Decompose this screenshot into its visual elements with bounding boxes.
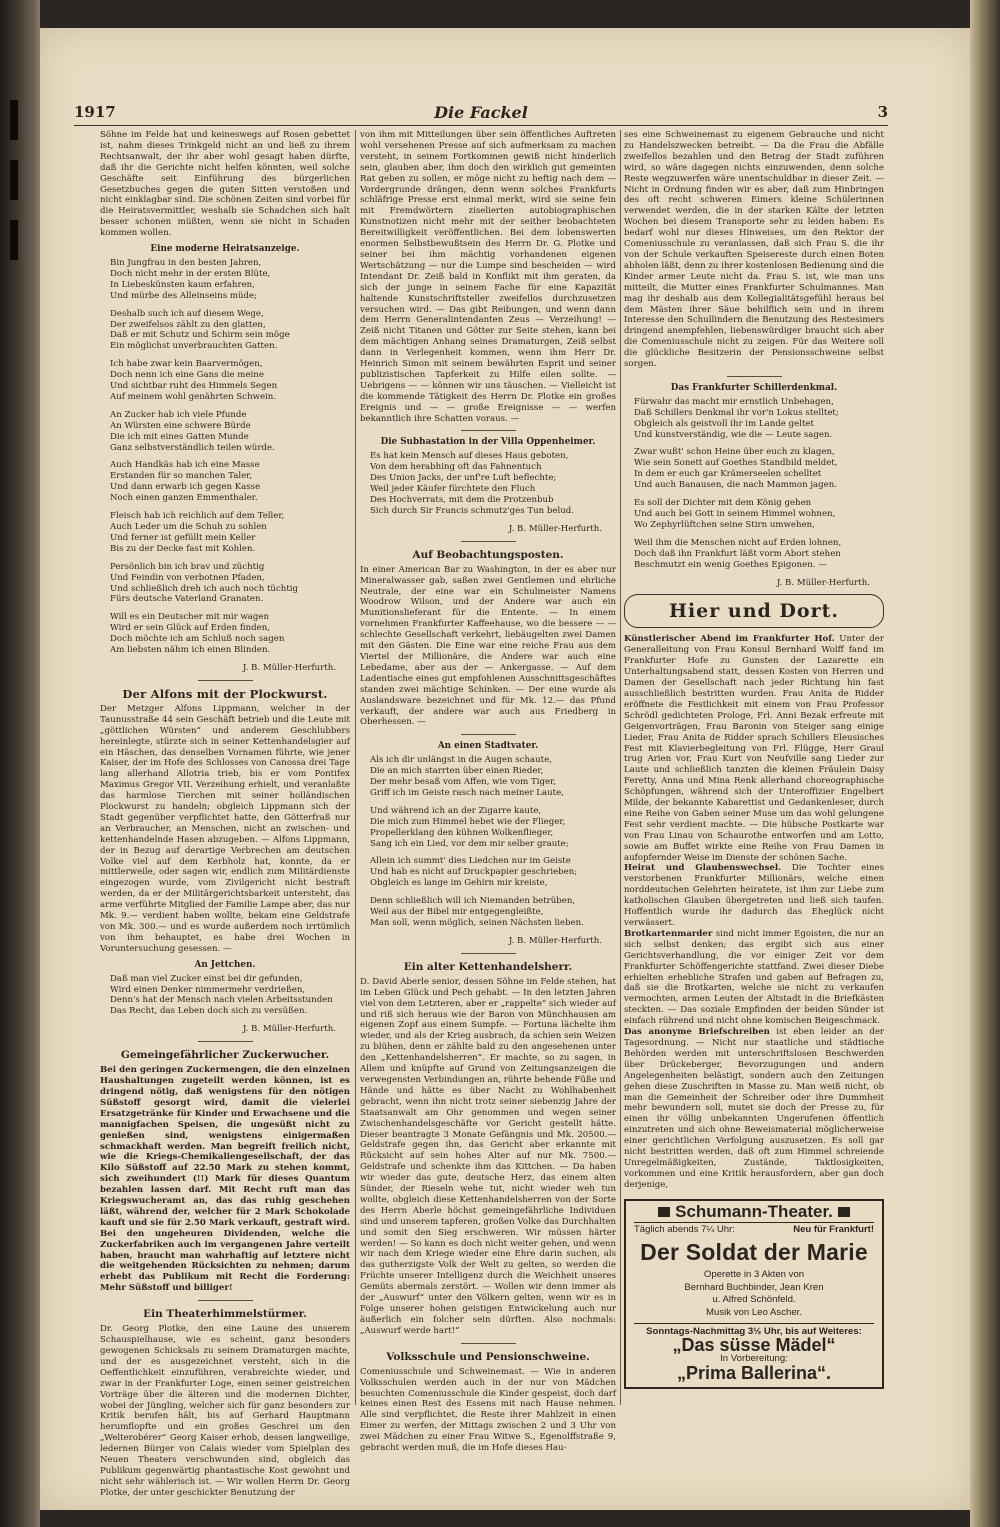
verse-line: Deshalb such ich auf diesem Wege, xyxy=(110,308,264,319)
verse-line: Obgleich als geistvoll ihr im Lande geltet xyxy=(634,418,814,429)
verse-line: Daß man viel Zucker einst bei dir gefunden, xyxy=(110,973,303,984)
verse-line: Des Hochverrats, mit dem die Protzenbub xyxy=(370,495,554,505)
stanza xyxy=(370,806,616,850)
theater-advertisement xyxy=(624,1199,884,1389)
verse-line: Und hab es nicht auf Druckpapier geschrieben; xyxy=(370,867,578,878)
poem xyxy=(100,974,350,1018)
poem-title: An Jettchen. xyxy=(194,959,256,970)
verse-line: Bin Jungfrau in den besten Jahren, xyxy=(110,257,262,268)
verse-line: Ich habe zwar kein Baarvermögen, xyxy=(110,359,263,370)
stanza xyxy=(110,460,350,504)
verse-line: Doch möchte ich am Schluß noch sagen xyxy=(110,634,285,645)
column-1 xyxy=(100,130,350,1498)
section-rule xyxy=(727,376,782,377)
verse-line: Denn schließlich will ich Niemanden betrüben, xyxy=(370,896,576,907)
section-rule xyxy=(461,541,516,542)
ad-credit: Bernhard Buchbinder, Jean Kren xyxy=(684,1281,824,1293)
verse-line: Sich durch Sir Francis schmutz'ges Tun belud. xyxy=(370,505,574,516)
article-text: D. David Aberle senior, dessen Söhne im Felde stehen, hat im Leben Glück und Pech gehabt. — In den letzten Jahren viel von dem Letzteren, aber er „rappelte“ sich wieder auf und riß sich heraus wie der Baron von Münchhausen am eigenen Zopf aus einem Sumpfe. — Fortuna lächelte ihm wieder, und als der Krieg ausbrach, da schien sein Weizen zu blühen, denn er zählte bald zu den angesehenen unter den „Kettenhandelsherren“. Er machte, so zu sagen, in Allem und knüpfte auf Grund von Zeitungsanzeigen die verwegensten Verbindungen an, rührte behende Füße und Hände und hätte es über Nacht zu Wohlhabenheit gebracht, wenn ihn nicht trotz seiner siebenzig Jahre der Staatsanwalt am Ohr genommen und wegen seiner Zwischenhandelsgeschäfte vor Gericht gestellt hätte. Dieser beantragte 3 Monate Gefängnis und Mk. 20500.— Geldstrafe gegen ihn, das Gericht aber erkannte mit Rücksicht auf sein hohes Alter auf nur Mk. 7500.— Geldstrafe und schenkte ihm das Kittchen. — Da haben wir wieder das gute, deutsche Herz, das einem alten Sünder, der Rieseln wehe tut, nicht wieder weh tun wollte, obgleich diese Kettenhandelsherren von der Sorte des Herrn Aberle höchst gemeingefährliche Individuen sind und unserem tapferen, großen Volke das Durchhalten und somit den Sieg erschweren. Wir müssen härter werden! — So kann es doch nicht weiter gehen, und wenn wir nach dem Kriege wieder eine Ehre darin suchen, als das gutherzigste Volk der Welt zu gelten, so werden die Früchte unserer Intelligenz durch die Weichheit unseres Gemüts abermals zerstört. — Wollen wir denn immer als der „Auswurf“ unter den Völkern gelten, wenn wir es in Folge unserer hohen geistigen Entwickelung auch nur äußerlich ein folcher sein dürften. Also nochmals: „Auswurf werde hart!“ xyxy=(360,976,617,1336)
verse-line: Doch nenn ich eine Gans die meine xyxy=(110,370,264,381)
page-number: 3 xyxy=(877,103,888,121)
article-text: Bei den geringen Zuckermengen, die den einzelnen Haushaltungen zugeteilt werden können, ist es dringend nötig, daß wenigstens für den nötigen Süßstoff gesorgt wird, damit die vielerlei Ersatzgetränke für Kinder und Erwachsene und die mannigfachen Speisen, die ungesüßt nicht zu genießen sind, wenigstens einigermaßen schmackhaft werden. Man begreift freilich nicht, wie die Kriegs-Chemikaliengesellschaft, der das Kilo Süßstoff auf 22.50 Mark zu stehen kommt, sich zweihundert (!!) Mark für dieses Quantum bezahlen lassen darf. Mit Recht ruft man das Kriegswucheramt an, das das ruhig geschehen läßt, während der, welcher für 2 Mark Schokolade kauft und sie für 2.50 Mark verkauft, gestraft wird. Bei den ungeheuren Dividenden, welche die Zuckerfabriken auch im vergangenen Jahre verteilt haben, braucht man wahrhaftig auf letztere nicht die weitgehenden Rücksichten zu nehmen; darum erhebt das Publikum mit Recht die Forderung: Mehr Süßstoff und billiger! xyxy=(100,1065,350,1294)
ad-play-title: Der Soldat der Marie xyxy=(640,1239,868,1266)
stanza xyxy=(370,896,616,929)
verse-line: Die an mich starrten über einen Rieder, xyxy=(370,766,544,777)
verse-line: Und auch Banausen, die nach Mammon jagen. xyxy=(634,480,837,491)
column-2 xyxy=(360,130,617,1454)
verse-line: In Liebeskünsten kaum erfahren, xyxy=(110,279,255,290)
stanza xyxy=(634,538,884,571)
article-text: Comeniusschule und Schweinemast. — Wie in anderen Volksschulen werden auch in der nur von Mädchen besuchten Comeniusschule die Kinder gespeist, doch darf keines einen Rest des Essens mit nach Hause nehmen. Alle sind verpflichtet, die Reste ihrer Mahlzeit in einen Eimer zu werfen, der Mittags zwischen 2 und 3 Uhr von zwei Mädchen zu einer Frau Witwe S., Egenolffstraße 9, gebracht werden muß, die im Hofe dieses Hau- xyxy=(360,1366,616,1454)
verse-line: Und dann erwarb ich gegen Kasse xyxy=(110,482,261,493)
news-item-lead: Künstlerischer Abend im Frankfurter Hof. xyxy=(624,634,835,645)
verse-line: Doch nicht mehr in der ersten Blüte, xyxy=(110,268,271,279)
book-binding xyxy=(0,0,40,1527)
verse-line: Zwar wußt' schon Heine über euch zu klagen, xyxy=(634,447,835,458)
verse-line: Fürwahr das macht mir ernstlich Unbehagen, xyxy=(634,396,834,407)
verse-line: Sang ich ein Lied, vor dem mir selber graute; xyxy=(370,838,569,849)
news-item xyxy=(624,1027,884,1191)
news-item-lead: Heirat und Glaubenswechsel. xyxy=(624,863,782,874)
ad-credit: Operette in 3 Akten von xyxy=(703,1269,805,1281)
verse-line: Und auch bei Gott in seinem Himmel wohnen, xyxy=(634,509,836,519)
author-signature: J. B. Müller-Herfurth. xyxy=(776,577,870,588)
ad-next: „Prima Ballerina“. xyxy=(676,1362,832,1383)
stanza xyxy=(634,498,884,531)
poem xyxy=(624,397,884,571)
column-divider xyxy=(620,130,621,1405)
ad-daily: Täglich abends 7¼ Uhr: xyxy=(634,1223,735,1235)
verse-line: An Zucker hab ich viele Pfunde xyxy=(110,409,247,420)
verse-line: Wird einen Denker nimmermehr verdrießen, xyxy=(110,984,306,995)
verse-line: Wie sein Sonett auf Goethes Standbild meldet, xyxy=(634,458,838,469)
verse-line: Propellerklang den kühnen Wolkenflieger, xyxy=(370,827,554,838)
verse-line: Erstanden für so manchen Taler, xyxy=(110,471,253,482)
verse-line: Noch einen ganzen Emmenthaler. xyxy=(110,493,258,504)
verse-line: Von dem herabhing oft das Fahnentuch xyxy=(370,462,542,473)
verse-line: Man soll, wenn möglich, seinen Nächsten lieben. xyxy=(370,918,584,928)
verse-line: Fleisch hab ich reichlich auf dem Teller, xyxy=(110,511,285,522)
verse-line: Und sichtbar ruht des Himmels Segen xyxy=(110,381,278,392)
verse-line: Denn's hat der Mensch nach vielen Arbeitsstunden xyxy=(110,995,333,1006)
stanza xyxy=(370,755,616,799)
stanza xyxy=(110,612,350,656)
binding-notch xyxy=(10,220,18,260)
section-rule xyxy=(198,1041,253,1042)
stanza xyxy=(110,309,350,353)
verse-line: Daß er mit Schutz und Schirm sein möge xyxy=(110,330,290,341)
article-heading: Ein Theaterhimmelstürmer. xyxy=(143,1308,307,1321)
article-heading: Volksschule und Pensionschweine. xyxy=(386,1350,590,1363)
verse-line: Der zweifelsos zählt zu den glatten, xyxy=(110,319,266,330)
ad-prep: In Vorbereitung: xyxy=(720,1353,788,1365)
verse-line: Wird er sein Glück auf Erden finden, xyxy=(110,623,271,634)
author-signature: J. B. Müller-Herfurth. xyxy=(508,523,602,534)
article-text: ses eine Schweinemast zu eigenem Gebrauche und nicht zu Handelszwecken betreibt. — Da die Frau die Abfälle zweifellos bezahlen und den Betrag der Stadt zuführen wird, so wäre dagegen nichts einzuwenden, denn solche Reste wegzuwerfen wäre unentschuldbar in dieser Zeit. — Nicht in Ordnung finden wir es aber, daß zum Hinbringen des oft recht schweren Eimers kleine Schülerinnen verwendet werden, die in der starken Kälte der letzten Wochen bei diesem Transporte sehr zu leiden haben: Es bedarf wohl nur dieses Hinweises, um den Rektor der Comeniusschule zu veranlassen, daß sich Frau S. die ihr von der Schule verkauften Speisereste durch einen Boten abholen läßt, denn zu ihrer kostenlosen Bedienung sind die Kinder armer Leute nicht da. Frau S. ist, wie man uns mitteilt, die Mutter eines Frankfurter Schulmannes. Man mag ihr deshalb aus dem Kollegialitätsgefühl heraus bei dem Mästen ihrer Säue behilflich sein und in ihrem Interesse den Schullindern die Benutzung des Restesimers dringend anempfehlen, liebenswürdiger braucht sich aber die Comeniusschule nicht zu zeigen. Für das Weitere soll die glückliche Besitzerin der Pensionsschweine selbst sorgen. xyxy=(624,130,884,370)
ad-sunday: Sonntags-Nachmittag 3½ Uhr, bis auf Weiteres: xyxy=(634,1323,874,1338)
article-heading: Ein alter Kettenhandelsherr. xyxy=(403,960,573,973)
news-item-text: ist eben leider an der Tagesordnung. — Nicht nur staatliche und städtische Behörden werden mit unterschriftslosen Beschwerden über Drückeberger, Bevorzugungen und andern Angelegenheiten belästigt, sondern auch den Zeitungen gehen diese Zuschriften in Masse zu. Man weiß nicht, ob man die Gemeinheit der Schreiber oder ihre Dummheit mehr bewundern soll, mutet sie doch der Presse zu, für einen ihr völlig unbekannten Ungerufenen öffentlich einzutreten und sich ohne Beweismaterial möglicherweise einer gerichtlichen Verfolgung auszusetzen. Es soll gar nicht bestritten werden, daß oft zum Himmel schreiende Unregelmäßigkeiten, Zustände, Taktlosigkeiten, vorkommen und eine Kritik herausfordern, aber gan doch derjenige, xyxy=(624,1027,885,1190)
ad-new: Neu für Frankfurt! xyxy=(793,1223,874,1235)
article-heading: Auf Beobachtungsposten. xyxy=(412,548,564,561)
verse-line: Griff ich im Geiste rasch nach meiner Laute, xyxy=(370,787,564,798)
ad-matinee: „Das süsse Mädel“ xyxy=(672,1335,836,1356)
poem xyxy=(100,258,350,656)
verse-line: Die mich zum Himmel hebet wie der Flieger, xyxy=(370,816,566,827)
verse-line: Und Feindin von verbotnen Pfaden, xyxy=(110,572,265,583)
verse-line: An Würsten eine schwere Bürde xyxy=(110,420,251,431)
theater-name: Schumann-Theater. xyxy=(675,1201,833,1221)
poem xyxy=(360,451,616,516)
verse-line: Weil aus der Bibel mir entgegengleißte, xyxy=(370,907,544,918)
binding-notch xyxy=(10,100,18,140)
stanza xyxy=(370,856,616,889)
stanza xyxy=(110,562,350,606)
ad-credit: Musik von Leo Ascher. xyxy=(706,1306,802,1318)
stanza xyxy=(110,511,350,555)
verse-line: Obgleich es lange im Gehirn mir kreiste, xyxy=(370,878,548,889)
author-signature: J. B. Müller-Herfurth. xyxy=(508,935,602,946)
section-rule xyxy=(461,953,516,954)
section-rule xyxy=(198,1300,253,1301)
column-divider xyxy=(355,130,356,1405)
page-edge xyxy=(970,0,1000,1527)
author-signature: J. B. Müller-Herfurth. xyxy=(242,662,336,673)
verse-line: Und schließlich dreh ich auch noch tüchtig xyxy=(110,583,299,594)
verse-line: Fürs deutsche Vaterland Granaten. xyxy=(110,594,264,605)
news-item-lead: Das anonyme Briefschreiben xyxy=(624,1027,770,1038)
verse-line: Der mehr besaß vom Affen, wie vom Tiger, xyxy=(370,777,556,788)
stanza xyxy=(634,397,884,441)
verse-line: Am liebsten nähm ich einen Blinden. xyxy=(110,645,271,656)
verse-line: Des Union Jacks, der unf're Luft beflechte; xyxy=(370,473,557,484)
section-rule xyxy=(461,734,516,735)
ad-schedule-row xyxy=(634,1222,874,1236)
column-3 xyxy=(624,130,884,1405)
news-item-text: Die Tochter eines verstorbenen Frankfurter Millionärs, welche einen norddeutschen Gelehrten heiratete, ist ihm zur Liebe zum katholischen Glauben übergetreten und ließ sich taufen. Hoffentlich wurde ihr dadurch das Eheglück nicht verwässert. xyxy=(624,863,884,928)
news-item-text: Unter der Generalleitung von Frau Konsul Bernhard Wolff fand im Frankfurter Hofe zu Gunsten der Lazarette ein Unterhaltungsabend statt, dessen Kosten von Herren und Damen der Gesellschaft nach jeder Richtung hin fast ausschließlich bestritten wurden. Frau Anita de Ridder eröffnete die Festlichkeit mit einem von Frau Professor Schrödl gedichteten Prologe, Frl. Anni Bezak erfreute mit Geigenvorträgen, Frau Baronin von Steiger sang einige Lieder, Frau Anita de Ridder sprach Schillers Eleusisches Fest mit Klavierbegleitung von Frl. Flügge, Herr Graul trug Arien vor, Frau Kurt von Neufville sang Lieder zur Laute und schließlich tanzten die kleinen Fräulein Daisy Feretty, Anna und Mina Renk allerhand choreographische Schöpfungen, während sich der Unteroffizier Engelbert Milde, der bekannte Kabarettist und Gedankenleser, durch eine Reihe von Gaben seiner Muse um das wohl gelungene Fest sehr verdient machte. — Die hübsche Postkarte war von Frau Linau von Schaurothe entworfen und am Lotto, sowie am Buffet wirkte eine Reihe von Frau Damen in aufopfernder Weise im Dienste der schönen Sache. xyxy=(624,634,884,863)
section-rule xyxy=(461,430,516,431)
author-signature: J. B. Müller-Herfurth. xyxy=(242,1024,336,1035)
section-rule xyxy=(461,1343,516,1344)
stanza xyxy=(110,974,350,1018)
news-item xyxy=(624,929,884,1027)
article-text: Der Metzger Alfons Lippmann, welcher in der Taunusstraße 44 sein Geschäft betrieb und die Leute mit „göttlichen Würsten“ und anderem Geschlubbers hereinlegte, stürzte sich in seiner Kettenhandelsgier auf ein Häschen, das denselben Vornamen führte, wie jener Kaiser, der im Hofe des Schlosses von Canossa drei Tage lang allerhand Allotria trieb, bis er vom Pontifex Maximus Gregor VII. Verzeihung erhielt, und veranlaßte das harmlose Tierchen mit seiner holländischen Plockwurst zu handeln; obgleich Lippmann sich der Stadt gegenüber verpflichtet hatte, den Götterfraß nur an Verbraucher, an Menschen, nicht an zwischen- und kettenhandelnde Hasen abzugeben. — Alfons Lippmann, der in Bezug auf derartige Verbrechen am deutschen Volke viel auf dem Kerbholz hat, konnte, da er mittlerweile, oder sagen wir, endlich zum Militärdienste eingezogen wurde, vom Zivilgericht nicht bestraft werden, da er der Militärgerichtsbarkeit untersteht, das arme verführte Mitglied der Familie Lampe aber, das nur Mk. 9.— verdient haben wollte, bekam eine Geldstrafe von Mk. 300.— und es wurde außerdem noch irrtümlich von ihm behauptet, es habe drei Wochen in Voruntersuchung gesessen. — xyxy=(100,703,350,954)
article-text: In einer American Bar zu Washington, in der es aber nur Mineralwasser gab, saßen zwei Gentlemen und ehrliche Neutrale, der eine war ein Schulmeister Namens Woodrow Wilson, und der Andere war auch ein Munitionslieferant für die Entente. — In einem vornehmen Frankfurter Kaffeehause, wo die bessere — — schlechte Gesellschaft verkehrt, liebäugelten zwei Damen mit den Gästen. Die Eine war eine reiche Frau aus dem Viertel der Millionäre, die Andere war auch eine Lebedame, aber aus der — Ankergasse. — Auf dem Ladentische eines gut empfohlenen Ausschnittsgeschäftes standen zwei mächtige Schinken. — Der eine wurde als Auslandsware bezeichnet und für Mk. 12.— das Pfund verkauft, der andere war auch aus Friedberg in Oberhessen. — xyxy=(360,564,616,728)
verse-line: Beschmutzt ein wenig Goethes Epigonen. — xyxy=(634,559,827,570)
stanza xyxy=(370,451,616,516)
news-item xyxy=(624,634,884,863)
verse-line: Und während ich an der Zigarre kaute, xyxy=(370,805,542,816)
verse-line: Will es ein Deutscher mit mir wagen xyxy=(110,612,270,623)
verse-line: Allein ich summt' dies Liedchen nur im Geiste xyxy=(370,856,571,867)
section-rule xyxy=(198,680,253,681)
stanza xyxy=(634,447,884,491)
verse-line: Ganz selbstverständlich teilen würde. xyxy=(110,442,275,453)
poem-title: Eine moderne Heiratsanzeige. xyxy=(150,244,300,255)
poem-title: Das Frankfurter Schillerdenkmal. xyxy=(670,382,838,393)
verse-line: Das Recht, das Leben doch sich zu versüßen. xyxy=(110,1006,308,1017)
verse-line: Und kunstverständig, wie die — Leute sagen. xyxy=(634,429,833,440)
verse-line: Als ich dir unlängst in die Augen schaute, xyxy=(370,755,552,766)
article-heading: Gemeingefährlicher Zuckerwucher. xyxy=(120,1049,330,1062)
article-text: Söhne im Felde hat und keineswegs auf Rosen gebettet ist, nahm dieses Trinkgeld nicht an und ließ zu ihrem Rechtsanwalt, der ihr aber wohl gesagt haben dürfte, daß ihr die Gerichte nicht helfen könnten, weil solche Geschäfte seit Einführung des bürgerlichen Gesetzbuches gegen die guten Sitten verstoßen und nicht einklagbar sind. Die schönen Zeiten sind vorbei für die Heiratsvermittler, weshalb sie Schadchen sich halt besser schonen müßten, wenn sie nicht in Schaden kommen wollen. xyxy=(100,130,350,239)
verse-line: Bis zu der Decke fast mit Kohlen. xyxy=(110,543,256,554)
verse-line: Auf meinem wohl genährten Schwein. xyxy=(110,391,277,402)
article-text: Dr. Georg Plotke, den eine Laune des unserem Schauspielhause, wie es scheint, ganz besonders gewogenen Schicksals zu seinem Dramaturgen machte, und der es ausgezeichnet versteht, sich in die Oeffentlichkeit einzuführen, verabreichte wieder, und zwar in der Frankfurter Loge, einen seiner geistreichen Vorträge über die älteren und die modernen Dichter, wobei der Jüngling, welcher sich für ganz besonders zur Kritik berufen hält, bis auf Gerhard Hauptmann herumflopfte und ein großes Geschrei um den „Welterobérer“ Georg Kaiser erhob, dessen langweilige, ledernen Bürger von Calais wieder vom Spielplan des Neuen Theaters verschwunden sind, obgleich das Publikum gegenwärtig phantastische Kost gewohnt und nicht sehr wählerisch ist. — Wir wollen Herrn Dr. Georg Plotke, der unter geschickter Benutzung der xyxy=(100,1324,350,1498)
ad-credit: u. Alfred Schönfeld. xyxy=(712,1294,796,1306)
verse-line: Es hat kein Mensch auf dieses Haus geboten, xyxy=(370,451,569,462)
news-item xyxy=(624,863,884,928)
news-item-lead: Brotkartenmarder xyxy=(624,928,713,939)
poem-title: Die Subhastation in der Villa Oppenheimer. xyxy=(380,437,596,448)
verse-line: Weil jeder Käufer fürchtete den Fluch xyxy=(370,484,536,495)
verse-line: Auch Handkäs hab ich eine Masse xyxy=(110,460,260,471)
page-header xyxy=(74,103,888,125)
verse-line: Es soll der Dichter mit dem König gehen xyxy=(634,498,812,509)
ad-title xyxy=(634,1201,874,1221)
verse-line: Weil ihm die Menschen nicht auf Erden lohnen, xyxy=(634,537,842,548)
verse-line: Ein möglichst unverbrauchten Gatten. xyxy=(110,341,278,352)
issue-year: 1917 xyxy=(74,103,116,121)
article-heading: Der Alfons mit der Plockwurst. xyxy=(122,686,328,701)
poem-title: An einen Stadtvater. xyxy=(437,741,539,752)
stanza xyxy=(110,359,350,403)
header-rule xyxy=(74,125,888,126)
poem xyxy=(360,755,616,929)
stanza xyxy=(110,410,350,454)
verse-line: Und mürbe des Alleinseins müde; xyxy=(110,290,258,301)
stanza xyxy=(110,258,350,302)
verse-line: Daß Schillers Denkmal ihr vor'n Lokus stelltet; xyxy=(634,407,839,418)
verse-line: Wo Zephyrlüftchen seine Stirn umwehen, xyxy=(634,519,815,530)
section-banner: Hier und Dort. xyxy=(624,594,884,628)
binding-notch xyxy=(10,160,18,200)
verse-line: Persönlich bin ich brav und züchtig xyxy=(110,561,265,572)
article-text: von ihm mit Mitteilungen über sein öffentliches Auftreten wohl versehenen Presse auf sich aufmerksam zu machen versteht, in seinem Fortkommen gewiß nicht hinderlich sein, glauben aber, ihm doch den wirklich gut gemeinten Rat geben zu sollen, er möge nicht zu heftig nach dem — Vordergrunde drängen, denn wenn solches Frankfurts schläfrige Presse erst einmal merkt, wird sie seine fein mit Fremdwörtern ziselierten autobiographischen Kunstnotizen nicht mehr mit der seither beobachteten Bereitwilligkeit veröffentlichen. Bei dem lobenswerten enormen Selbstbewußtsein des Herrn Dr. G. Plotke und seiner bei ihm mächtig vorhandenen eigenen Wertschätzung — nur die Lumpe sind bescheiden — wird Intendant Dr. Zeiß bald in Konflikt mit ihm geraten, da sich der junge in seinem Fache für eine Kapazität haltende Kunstschriftsteller zweifellos durchzusetzen versuchen wird. — Das gibt Reibungen, und wenn dann dem Herrn Generalintendanten Zeus — Verzeihung! — Zeiß nicht Titanen und Götter zur Seite stehen, kann bei dem mächtigen Anhang seines Dramaturgen, Zeiß selbst dann in Verlegenheit kommen, wenn ihm Herr Dr. Heinrich Simon mit seinem bewährten Esprit und seiner publizistischen Tapferkeit zu Hilfe eilen sollte. — Uebrigens — — können wir uns täuschen. — Vielleicht ist die kommende Tätigkeit des Herrn Dr. Plotke ein großes Ereignis und — — große Ereignisse — — werfen bekanntlich ihre Schatten voraus. — xyxy=(360,130,616,424)
ornament-icon xyxy=(838,1207,850,1217)
verse-line: Und ferner ist gefüllt mein Keller xyxy=(110,532,256,543)
verse-line: Die ich mit eines Gatten Munde xyxy=(110,431,249,442)
masthead: Die Fackel xyxy=(434,103,528,122)
verse-line: In dem er euch gar Krämerseelen schelltet xyxy=(634,469,822,480)
news-item-text: sind nicht immer Egoisten, die nur an sich selbst denken; das ergibt sich aus einer Gerichtsverhandlung, die vor einiger Zeit vor dem Frankfurter Schöffengerichte stattfand. Zwei dieser Diebe erhielten erhebliche Strafen und gaben auf Befragen zu, daß sie die Brotkarten, welche sie nicht zu verkaufen vermochten, armen Leuten der Altstadt in die Briefkästen steckten. — Das soziale Empfinden der beiden Sünder ist einfach rührend und nicht ohne komischen Beigeschmack. xyxy=(624,928,884,1027)
ornament-icon xyxy=(658,1207,670,1217)
verse-line: Doch daß ihn Frankfurt läßt vorm Abort stehen xyxy=(634,548,841,559)
verse-line: Auch Leder um die Schuh zu sohlen xyxy=(110,522,267,532)
